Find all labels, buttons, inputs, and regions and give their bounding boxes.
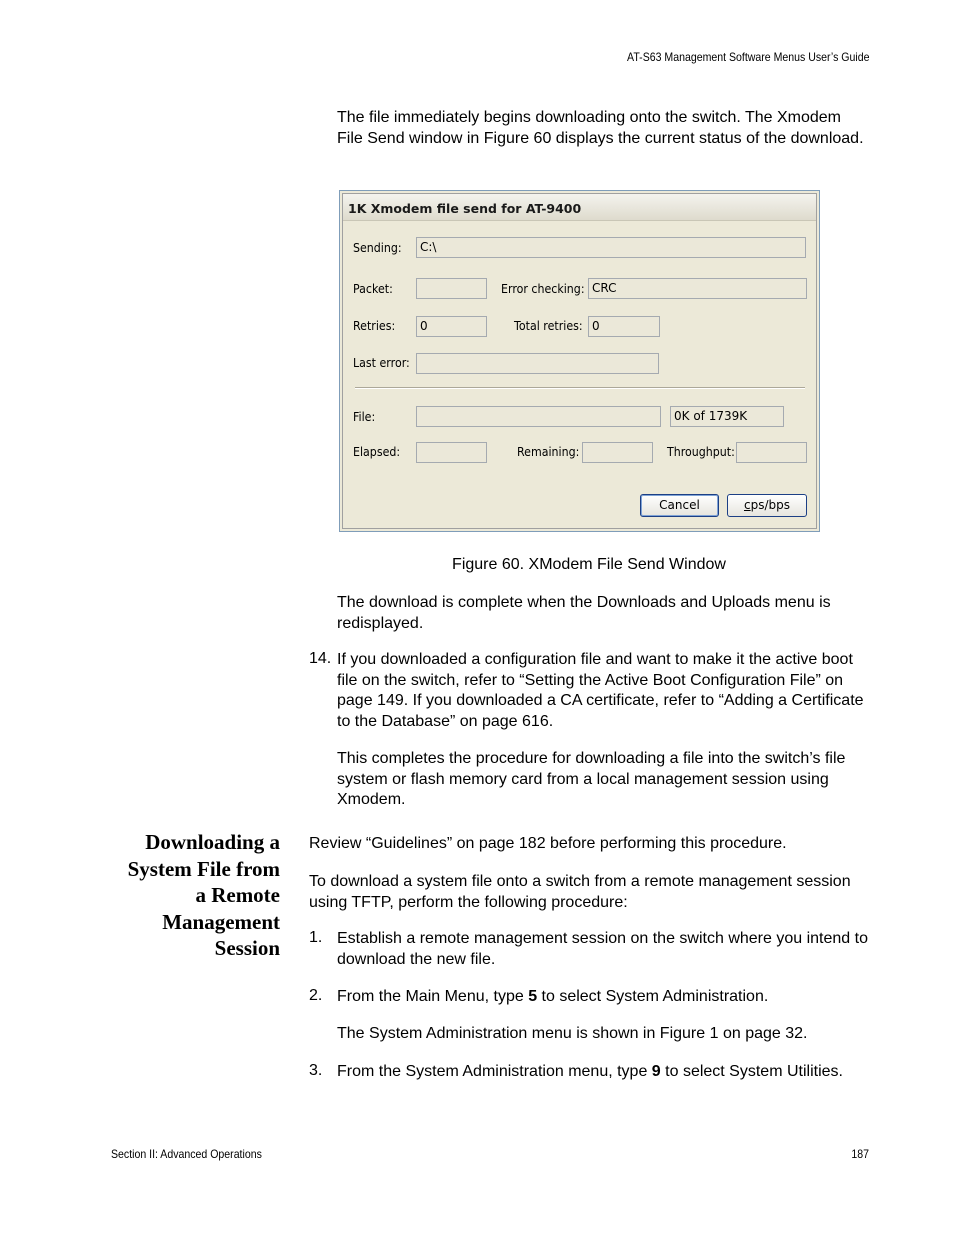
file-progress-bar — [416, 406, 661, 427]
remaining-field — [582, 442, 653, 463]
step-3-text-c: to select System Utilities. — [660, 1063, 843, 1080]
step-14-number: 14. — [309, 650, 332, 667]
xmodem-dialog — [339, 190, 820, 532]
section-heading-line: Session — [214, 936, 280, 960]
figure-caption: Figure 60. XModem File Send Window — [452, 556, 726, 573]
file-label: File: — [353, 410, 376, 424]
error-checking-field: CRC — [588, 278, 807, 299]
running-header: AT-S63 Management Software Menus User’s Guide — [626, 50, 869, 64]
step-2-text-c: to select System Administration. — [537, 988, 769, 1005]
review-paragraph: Review “Guidelines” on page 182 before performing this procedure. — [309, 835, 787, 852]
packet-label: Packet: — [353, 282, 393, 296]
cps-bps-button[interactable] — [727, 494, 807, 517]
step-3-text — [337, 1062, 869, 1083]
retries-field: 0 — [416, 316, 487, 337]
footer-section: Section II: Advanced Operations — [111, 1147, 262, 1161]
step-2-note: The System Administration menu is shown in Figure 1 on page 32. — [337, 1025, 808, 1042]
step-1-text: Establish a remote management session on the switch where you intend to download the new file. — [337, 930, 868, 968]
error-checking-label: Error checking: — [501, 282, 585, 296]
dialog-frame — [342, 193, 817, 529]
total-retries-field: 0 — [588, 316, 660, 337]
page-number: 187 — [851, 1147, 869, 1161]
procedure-intro-paragraph: To download a system file onto a switch from a remote management session using TFTP, perform the following procedure: — [309, 873, 851, 911]
section-heading-line: System File from — [127, 856, 280, 881]
section-heading — [90, 829, 280, 962]
step-3-text-a: From the System Administration menu, type — [337, 1063, 652, 1080]
total-retries-label: Total retries: — [514, 319, 583, 333]
dialog-titlebar — [343, 194, 816, 221]
procedure-complete-paragraph: This completes the procedure for downloading a file into the switch’s file system or flash memory card from a local management session using Xmodem. — [337, 750, 846, 808]
sending-label: Sending: — [353, 241, 402, 255]
throughput-label: Throughput: — [667, 445, 735, 459]
step-2-number: 2. — [309, 987, 323, 1004]
section-heading-line: Management — [162, 909, 280, 934]
cancel-button[interactable]: Cancel — [640, 494, 719, 517]
elapsed-field — [416, 442, 487, 463]
step-14-text: If you downloaded a configuration file and want to make it the active boot file on the switch, refer to “Setting the Active Boot Configuration File” on page 149. If you downloaded a CA certificate, refer to “Adding a Certificate to the Database” on page 616. — [337, 651, 864, 730]
last-error-field — [416, 353, 659, 374]
remaining-label: Remaining: — [517, 445, 580, 459]
step-1-number: 1. — [309, 929, 323, 946]
step-3-number: 3. — [309, 1062, 323, 1079]
step-3-key: 9 — [651, 1063, 661, 1080]
packet-field — [416, 278, 487, 299]
section-heading-line: Downloading a — [145, 830, 280, 854]
intro-paragraph: The file immediately begins downloading onto the switch. The Xmodem File Send window in Figure 60 displays the current status of the download. — [337, 109, 864, 147]
cps-bps-mnemonic: c — [743, 498, 751, 512]
dialog-separator — [355, 387, 805, 389]
throughput-field — [736, 442, 807, 463]
step-2-text — [337, 987, 869, 1008]
retries-label: Retries: — [353, 319, 396, 333]
cps-bps-label: ps/bps — [750, 498, 790, 512]
download-complete-paragraph: The download is complete when the Downloads and Uploads menu is redisplayed. — [337, 594, 831, 632]
step-2-key: 5 — [528, 988, 538, 1005]
step-2-text-a: From the Main Menu, type — [337, 988, 529, 1005]
sending-field: C:\ — [416, 237, 806, 258]
last-error-label: Last error: — [353, 356, 410, 370]
section-heading-line: a Remote — [195, 883, 280, 907]
file-size-field: 0K of 1739K — [670, 406, 784, 427]
dialog-title: 1K Xmodem file send for AT-9400 — [348, 201, 582, 216]
elapsed-label: Elapsed: — [353, 445, 401, 459]
